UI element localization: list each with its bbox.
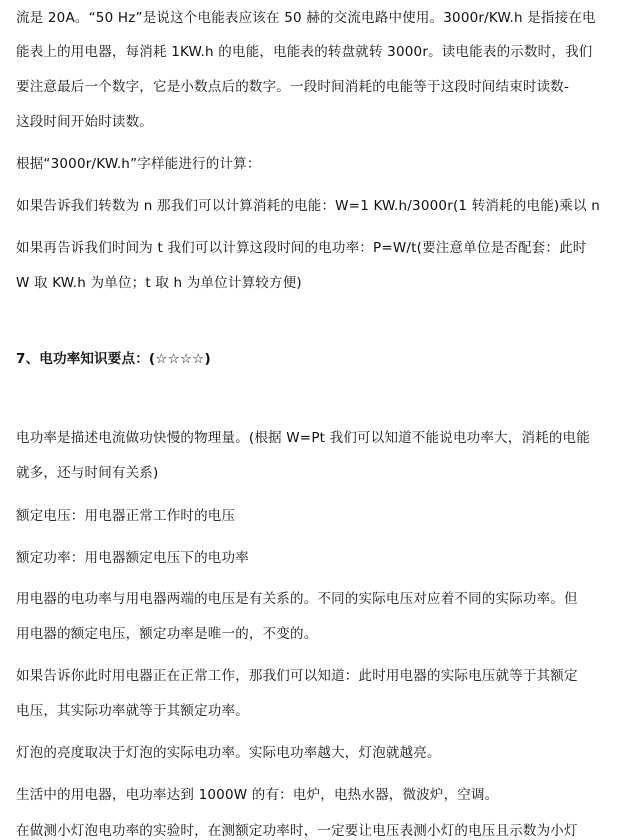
paragraph-line: 电功率是描述电流做功快慢的物理量。(根据 W=Pt 我们可以知道不能说电功率大，消耗的电能 [16, 430, 590, 446]
paragraph-line: W 取 KW.h 为单位；t 取 h 为单位计算较方便) [16, 275, 302, 291]
paragraph-line: 在做测小灯泡电功率的实验时，在测额定功率时，一定要让电压表测小灯的电压且示数为小灯 [16, 823, 578, 839]
paragraph-line: 灯泡的亮度取决于灯泡的实际电功率。实际电功率越大，灯泡就越亮。 [16, 745, 441, 761]
paragraph-line: 额定功率：用电器额定电压下的电功率 [16, 550, 249, 566]
paragraph-line: 这段时间开始时读数。 [16, 114, 153, 130]
paragraph-line: 流是 20A。“50 Hz”是说这个电能表应该在 50 赫的交流电路中使用。3000r/KW.h 是指接在电 [16, 10, 596, 26]
paragraph-line: 就多，还与时间有关系) [16, 465, 159, 481]
paragraph-line: 如果告诉我们转数为 n 那我们可以计算消耗的电能：W=1 KW.h/3000r(1 转消耗的电能)乘以 n [16, 198, 601, 214]
paragraph-line: 用电器的额定电压，额定功率是唯一的，不变的。 [16, 626, 318, 642]
paragraph-line: 能表上的用电器，每消耗 1KW.h 的电能，电能表的转盘就转 3000r。读电能表的示数时，我们 [16, 44, 593, 60]
paragraph-line: 如果再告诉我们时间为 t 我们可以计算这段时间的电功率：P=W/t(要注意单位是否配套：此时 [16, 240, 587, 256]
paragraph-line: 电压，其实际功率就等于其额定功率。 [16, 703, 249, 719]
section-heading: 7、电功率知识要点：(☆☆☆☆) [16, 351, 211, 367]
paragraph-line: 如果告诉你此时用电器正在正常工作，那我们可以知道：此时用电器的实际电压就等于其额定 [16, 668, 578, 684]
paragraph-line: 根据“3000r/KW.h”字样能进行的计算： [16, 156, 261, 172]
paragraph-line: 额定电压：用电器正常工作时的电压 [16, 508, 236, 524]
paragraph-line: 用电器的电功率与用电器两端的电压是有关系的。不同的实际电压对应着不同的实际功率。但 [16, 591, 578, 607]
paragraph-line: 生活中的用电器，电功率达到 1000W 的有：电炉，电热水器，微波炉，空调。 [16, 787, 499, 803]
paragraph-line: 要注意最后一个数字，它是小数点后的数字。一段时间消耗的电能等于这段时间结束时读数- [16, 79, 570, 95]
